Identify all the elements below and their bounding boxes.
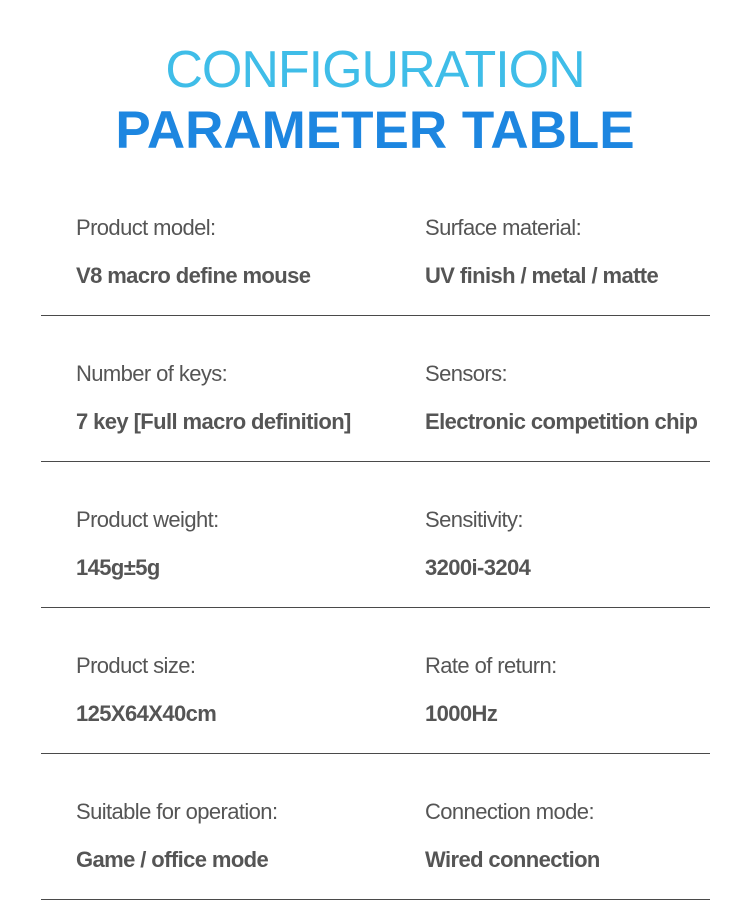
param-cell-sensors: [425, 359, 697, 437]
param-value: 125X64X40cm: [76, 701, 217, 726]
param-label: Product size:: [76, 653, 196, 678]
param-value: 7 key [Full macro definition]: [76, 409, 351, 434]
param-value: Game / office mode: [76, 847, 269, 872]
param-value: 1000Hz: [425, 701, 498, 726]
param-label: Suitable for operation:: [76, 799, 278, 824]
param-label: Connection mode:: [425, 799, 594, 824]
param-cell-surface-material: [425, 213, 658, 291]
title-configuration: CONFIGURATION: [165, 41, 585, 99]
param-cell-product-weight: [76, 505, 219, 583]
parameter-table: [41, 170, 710, 900]
title-parameter-table: PARAMETER TABLE: [115, 101, 635, 160]
param-label: Number of keys:: [76, 361, 228, 386]
param-label: Rate of return:: [425, 653, 557, 678]
param-row-model-material: [41, 170, 710, 316]
param-row-weight-sensitivity: [41, 462, 710, 608]
param-row-keys-sensors: [41, 316, 710, 462]
param-label: Surface material:: [425, 215, 582, 240]
param-value: UV finish / metal / matte: [425, 263, 659, 288]
param-cell-number-of-keys: [76, 359, 351, 437]
param-cell-connection-mode: [425, 797, 600, 875]
param-cell-sensitivity: [425, 505, 530, 583]
param-value: 3200i-3204: [425, 555, 531, 580]
param-cell-product-model: [76, 213, 310, 291]
param-value: Electronic competition chip: [425, 409, 698, 434]
param-value: V8 macro define mouse: [76, 263, 311, 288]
param-label: Sensors:: [425, 361, 508, 386]
param-cell-suitable-for-operation: [76, 797, 277, 875]
param-label: Product weight:: [76, 507, 219, 532]
param-row-size-return: [41, 608, 710, 754]
param-row-operation-connection: [41, 754, 710, 900]
param-cell-product-size: [76, 651, 216, 729]
param-value: Wired connection: [425, 847, 600, 872]
param-label: Product model:: [76, 215, 216, 240]
param-label: Sensitivity:: [425, 507, 523, 532]
param-value: 145g±5g: [76, 555, 160, 580]
param-cell-rate-of-return: [425, 651, 557, 729]
